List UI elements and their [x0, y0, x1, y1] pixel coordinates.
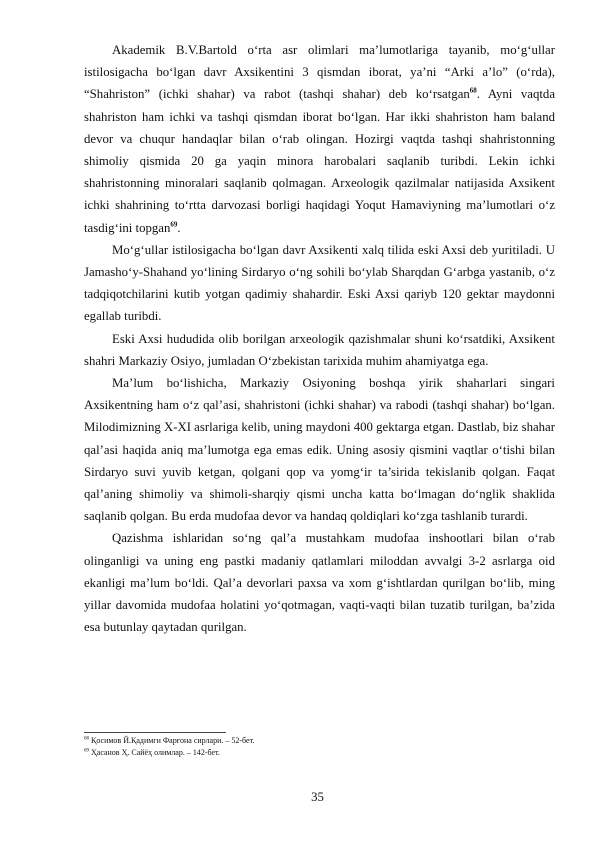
paragraph-1-text: Akademik B.V.Bartold o‘rta asr olimlari ma’lumotlariga tayanib, mo‘g‘ullar istilosigacha bo‘lgan davr Axsikentini 3 qismdan iborat, ya’ni “Arki a’lo” (o‘rda), “Shahriston” (ichki shahar) va rabot (tashqi shahar) deb ko‘rsatgan	[84, 43, 555, 102]
paragraph-1	[84, 39, 555, 239]
paragraph-1-end: .	[177, 220, 181, 235]
body-text	[84, 39, 555, 638]
paragraph-3: Eski Axsi hududida olib borilgan arxeologik qazishmalar shuni ko‘rsatdiki, Axsikent shahri Markaziy Osiyo, jumladan O‘zbekistan tarixida muhim ahamiyatga ega.	[84, 331, 555, 368]
paragraph-2: Mo‘g‘ullar istilosigacha bo‘lgan davr Axsikenti xalq tilida eski Axsi deb yuritiladi. U Jamasho‘y-Shahand yo‘lining Sirdaryo o‘ng sohili bo‘ylab Sharqdan G‘arbga yastanib, o‘z tadqiqotchilarini kutib yotgan qadimiy shahardir. Eski Axsi qariyb 120 gektar maydonni egallab turibdi.	[84, 242, 555, 324]
footnote-ref-68[interactable]: 68	[469, 87, 477, 96]
footnote-text: Ҳасанов Ҳ. Сайёҳ олимлар. – 142-бет.	[91, 748, 220, 757]
footnote-number: 68	[84, 736, 89, 742]
footnote-69	[84, 747, 555, 759]
footnote-ref-69[interactable]: 69	[170, 220, 178, 229]
footnote-divider	[84, 732, 226, 733]
footnote-text: Қосимов Й.Қадимги Фарғона сирлари. – 52-бет.	[91, 736, 255, 745]
footnote-number: 69	[84, 748, 89, 754]
paragraph-1-text-cont: . Ayni vaqtda shahriston ham ichki va tashqi qismdan iborat bo‘lgan. Har ikki shahriston ham baland devor va chuqur handaqlar bilan o‘rab olingan. Hozirgi vaqtda tashqi shahristonning shimoliy qismida 20 ga yaqin minora harobalari saqlanib turibdi. Lekin ichki shahristonning minoralari saqlanib qolmagan. Arxeologik qazilmalar natijasida Axsikent ichki shahrining to‘rtta darvozasi borligi haqidagi Yoqut Hamaviyning ma’lumotlari o‘z tasdig‘ini topgan	[84, 87, 556, 235]
footnote-68	[84, 735, 555, 747]
paragraph-5: Qazishma ishlaridan so‘ng qal’a mustahkam mudofaa inshootlari bilan o‘rab olinganligi va uning eng pastki madaniy qatlamlari miloddan avvalgi 3-2 asrlarga oid ekanligi ma’lum bo‘ldi. Qal’a devorlari paxsa va xom g‘ishtlardan qurilgan bo‘lib, ming yillar davomida mudofaa holatini yo‘qotmagan, vaqti-vaqti bilan tuzatib turilgan, ba’zida esa butunlay qaytadan qurilgan.	[84, 531, 555, 635]
paragraph-4: Ma’lum bo‘lishicha, Markaziy Osiyoning boshqa yirik shaharlari singari Axsikentning ham o‘z qal’asi, shahristoni (ichki shahar) va rabodi (tashqi shahar) bo‘lgan. Milodimizning X-XI asrlariga kelib, uning maydoni 400 gektarga etgan. Dastlab, biz shahar qal’asi haqida aniq ma’lumotga ega emas edik. Uning asosiy qismini vaqtlar o‘tishi bilan Sirdaryo suvi yuvib ketgan, qolgani qop va yomg‘ir ta’sirida tekislanib qolgan. Faqat qal’aning shimoliy va shimoli-sharqiy qismi uncha katta bo‘lmagan do‘nglik shaklida saqlanib qolgan. Bu erda mudofaa devor va handaq qoldiqlari ko‘zga tashlanib turardi.	[84, 376, 555, 524]
footnotes	[84, 735, 555, 759]
page-number: 35	[311, 790, 324, 804]
